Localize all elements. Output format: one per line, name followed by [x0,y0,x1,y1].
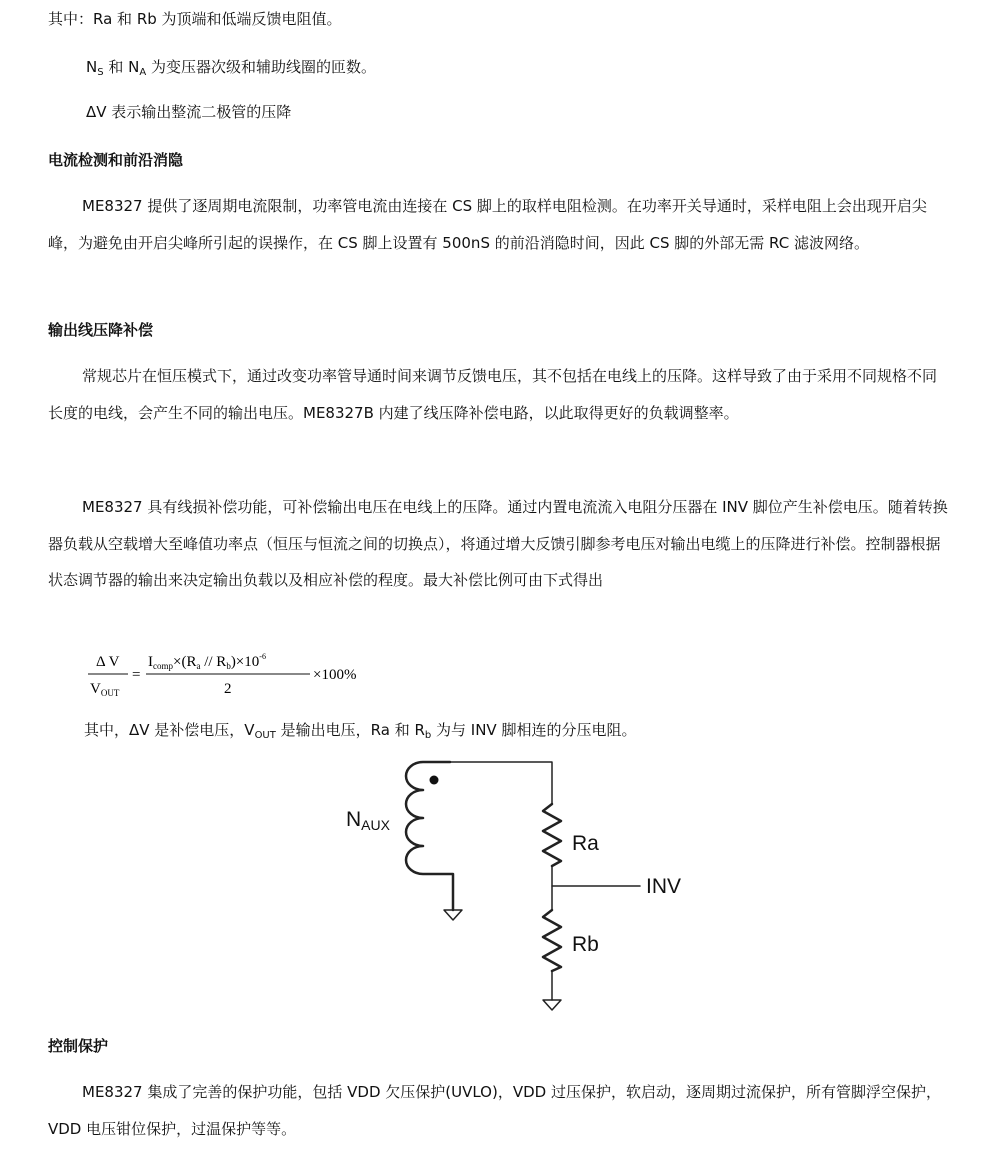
para-line-compensation-2: ME8327 具有线损补偿功能，可补偿输出电压在电线上的压降。通过内置电流流入电阻分压器在 INV 脚位产生补偿电压。随着转换器负载从空载增大至峰值功率点（恒压与恒流之间的切换点），将通过增大反馈引脚参考电压对输出电缆上的压降进行补偿。控制器根据状态调节器的输出来决定输出负载以及相应补偿的程度。最大补偿比例可由下式得出 [48,498,948,589]
ground-symbol-rb [543,1000,561,1010]
label-inv: INV [646,875,682,898]
rb-subscript: b [424,730,432,741]
resistor-rb [543,910,561,971]
formula-lhs-denominator: $V_{OUT}$ [90,681,120,698]
where-part-2: 是输出电压，Ra 和 R [275,721,425,739]
para-line-compensation-1: 常规芯片在恒压模式下，通过改变功率管导通时间来调节反馈电压，其不包括在电线上的压降。这样导致了由于采用不同规格不同长度的电线，会产生不同的输出电压。ME8327B 内建了线压降补偿电路，以此取得更好的负载调整率。 [48,367,938,422]
heading-protection: 控制保护 [48,1037,109,1055]
heading-line-compensation: 输出线压降补偿 [48,321,154,339]
intro-line-3: ΔV 表示输出整流二极管的压降 [86,103,292,121]
where-part-1: 其中，ΔV 是补偿电压，V [84,721,255,739]
formula-rhs-denominator: 2 [224,681,232,697]
label-ra: Ra [572,832,599,855]
polarity-dot [430,776,439,785]
ground-symbol-aux [444,910,462,920]
where-part-3: 为与 INV 脚相连的分压电阻。 [431,721,637,739]
formula-lhs-numerator: Δ V [96,654,120,670]
intro-line-1: 其中：Ra 和 Rb 为顶端和低端反馈电阻值。 [48,10,342,28]
label-naux: NAUX [346,808,390,833]
formula-equals: = [132,667,141,683]
na-subscript: A [139,67,147,78]
label-rb: Rb [572,933,599,956]
and-text: 和 N [103,58,140,76]
top-wire [450,762,552,804]
para-protection: ME8327 集成了完善的保护功能，包括 VDD 欠压保护(UVLO)，VDD 过压保护，软启动，逐周期过流保护，所有管脚浮空保护，VDD 电压钳位保护，过温保护等等。 [48,1083,941,1138]
formula-tail: ×100% [313,667,357,683]
para-current-sense: ME8327 提供了逐周期电流限制，功率管电流由连接在 CS 脚上的取样电阻检测。在功率开关导通时，采样电阻上会出现开启尖峰，为避免由开启尖峰所引起的误操作，在 CS 脚上设置有 500nS 的前沿消隐时间，因此 CS 脚的外部无需 RC 滤波网络。 [48,197,927,252]
heading-current-sense: 电流检测和前沿消隐 [48,151,184,169]
ns-subscript: S [97,67,104,78]
ns-symbol: N [86,58,98,76]
vout-subscript: OUT [254,730,276,741]
aux-winding-coil [406,762,453,910]
resistor-ra [543,804,561,866]
intro-line-2-rest: 为变压器次级和辅助线圈的匝数。 [146,58,376,76]
formula-rhs-numerator: $I_{comp}\times(R_a // R_b)\times 10^{-6}$ [148,652,266,671]
